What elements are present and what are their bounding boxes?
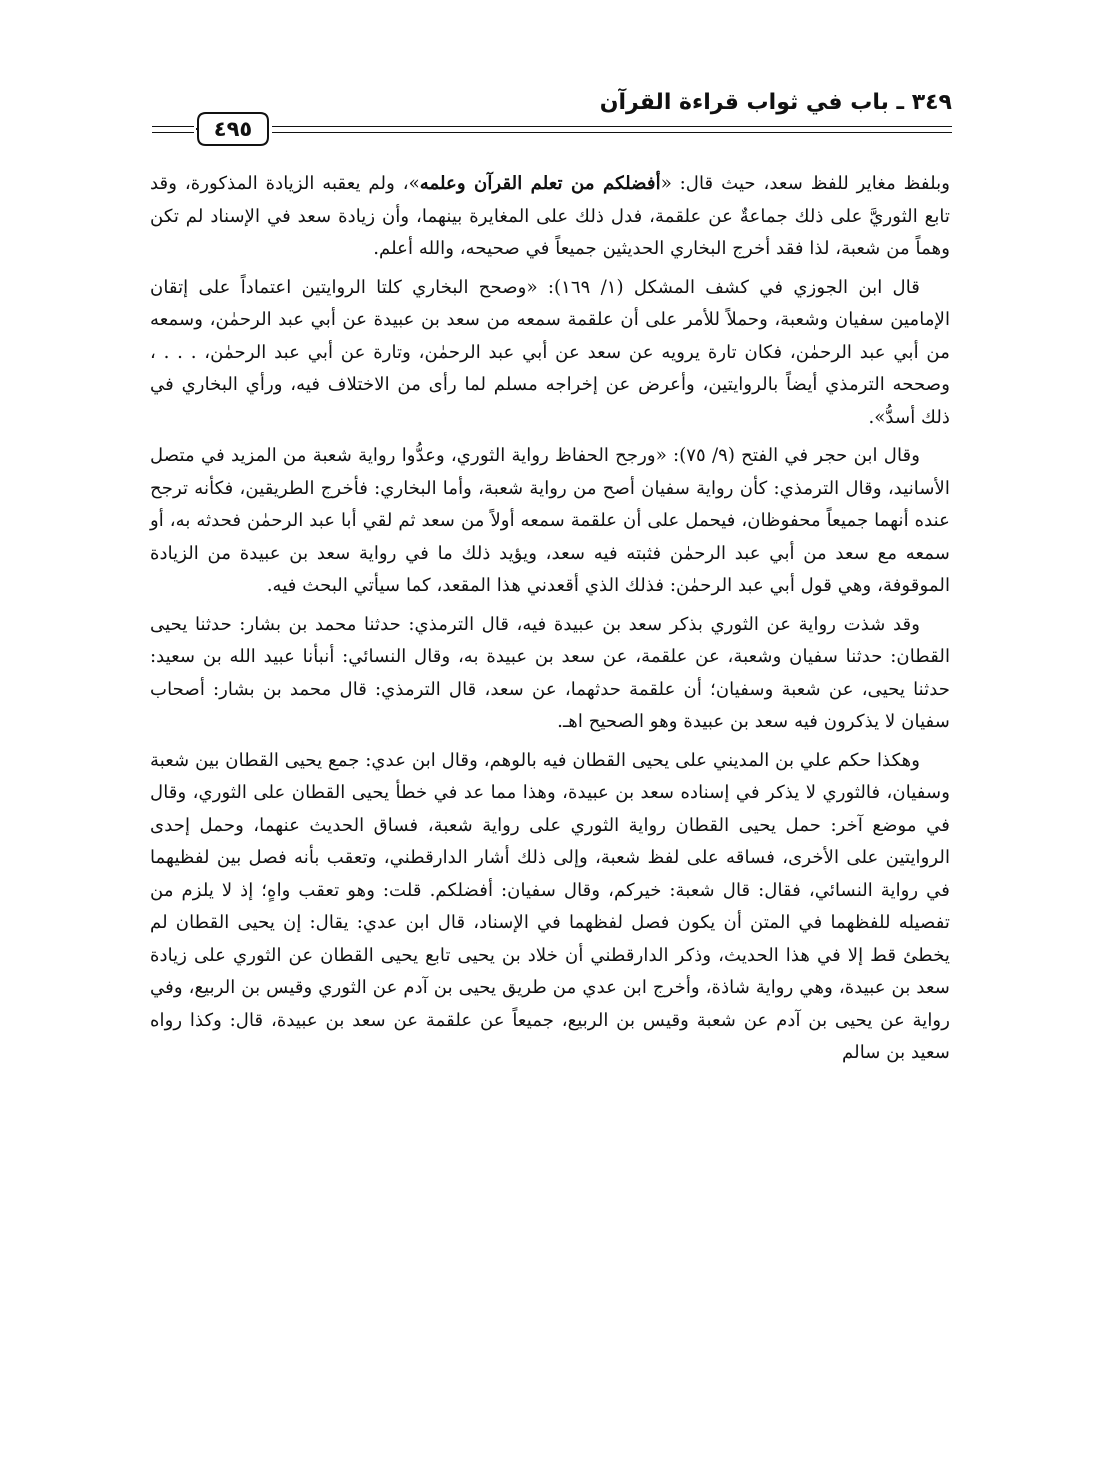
- page-body: [150, 168, 950, 1076]
- paragraph-4: وقد شذت رواية عن الثوري بذكر سعد بن عبيدة فيه، قال الترمذي: حدثنا محمد بن بشار: حدثنا يحيى القطان: حدثنا سفيان وشعبة، عن علقمة، عن سعد بن عبيدة به، وقال النسائي: أنبأنا عبيد الله بن سعيد: حدثنا يحيى، عن شعبة وسفيان؛ أن علقمة حدثهما، عن سعد، قال الترمذي: قال محمد بن بشار: أصحاب سفيان لا يذكرون فيه سعد بن عبيدة وهو الصحيح اهـ.: [150, 613, 950, 732]
- page-number-badge: [196, 110, 270, 148]
- paragraph-3: وقال ابن حجر في الفتح (٩/ ٧٥): «ورجح الحفاظ رواية الثوري، وعدُّوا رواية شعبة من المزيد في متصل الأسانيد، وقال الترمذي: كأن رواية سفيان أصح من رواية شعبة، وأما البخاري: فأخرج الطريقين، فكأنه ترجح عنده أنهما جميعاً محفوظان، فيحمل على أن علقمة سمعه أولاً من سعد ثم لقي أبا عبد الرحمٰن فحدثه به، أو سمعه مع سعد من أبي عبد الرحمٰن فثبته فيه سعد، ويؤيد ذلك ما في رواية سعد بن عبيدة من الزيادة الموقوفة، وهي قول أبي عبد الرحمٰن: فذلك الذي أقعدني هذا المقعد، كما سيأتي البحث فيه.: [150, 445, 950, 596]
- page-number: ٤٩٥: [213, 117, 253, 141]
- header-rule: [272, 132, 952, 133]
- paragraph-1-after: »، ولم يعقبه الزيادة المذكورة، وقد تابع الثوريَّ على ذلك جماعةٌ عن علقمة، فدل ذلك على المغايرة بينهما، وأن زيادة سعد في الإسناد لم تكن وهماً من شعبة، لذا فقد أخرج البخاري الحديثين جميعاً في صحيحه، والله أعلم.: [150, 173, 950, 259]
- paragraph-5: وهكذا حكم علي بن المديني على يحيى القطان فيه بالوهم، وقال ابن عدي: جمع يحيى القطان بين شعبة وسفيان، فالثوري لا يذكر في إسناده سعد بن عبيدة، وهذا مما عد في خطأ يحيى القطان على الثوري، وقال في موضع آخر: حمل يحيى القطان رواية الثوري على رواية شعبة، فساق الحديث عنهما، وحمل إحدى الروايتين على الأخرى، فساقه على لفظ شعبة، وإلى ذلك أشار الدارقطني، وتعقب بأنه فصل بين لفظيهما في رواية النسائي، فقال: قال شعبة: خيركم، وقال سفيان: أفضلكم. قلت: وهو تعقب واهٍ؛ إذ لا يلزم من تفصيله للفظهما في المتن أن يكون فصل لفظهما في الإسناد، قال ابن عدي: يقال: إن يحيى القطان لم يخطئ قط إلا في هذا الحديث، وذكر الدارقطني أن خلاد بن يحيى تابع يحيى القطان عن الثوري على زيادة سعد بن عبيدة، وهي رواية شاذة، وأخرج ابن عدي من طريق يحيى بن آدم عن الثوري وقيس بن الربيع، وفي رواية عن يحيى بن آدم عن شعبة وقيس بن الربيع، جميعاً عن علقمة عن سعد بن عبيدة، قال: وكذا رواه سعيد بن سالم: [150, 749, 950, 1063]
- paragraph-1-before: وبلفظ مغاير للفظ سعد، حيث قال: «: [660, 173, 950, 194]
- header-rule: [272, 126, 952, 127]
- header-rule: [152, 132, 194, 133]
- paragraph-1: [150, 168, 950, 266]
- header-rule: [152, 126, 194, 127]
- chapter-title: ٣٤٩ ـ باب في ثواب قراءة القرآن: [599, 90, 952, 115]
- hadith-quote: أفضلكم من تعلم القرآن وعلمه: [419, 173, 661, 194]
- paragraph-2: قال ابن الجوزي في كشف المشكل (١/ ١٦٩): «وصحح البخاري كلتا الروايتين اعتماداً على إتقان الإمامين سفيان وشعبة، وحملاً للأمر على أن علقمة سمعه من سعد بن عبيدة عن أبي عبد الرحمٰن، وسمعه من أبي عبد الرحمٰن، فكان تارة يرويه عن سعد عن أبي عبد الرحمٰن، وتارة عن أبي عبد الرحمٰن، . . . ، وصححه الترمذي أيضاً بالروايتين، وأعرض عن إخراجه مسلم لما رأى من الاختلاف فيه، ورأي البخاري في ذلك أسدُّ».: [150, 276, 950, 428]
